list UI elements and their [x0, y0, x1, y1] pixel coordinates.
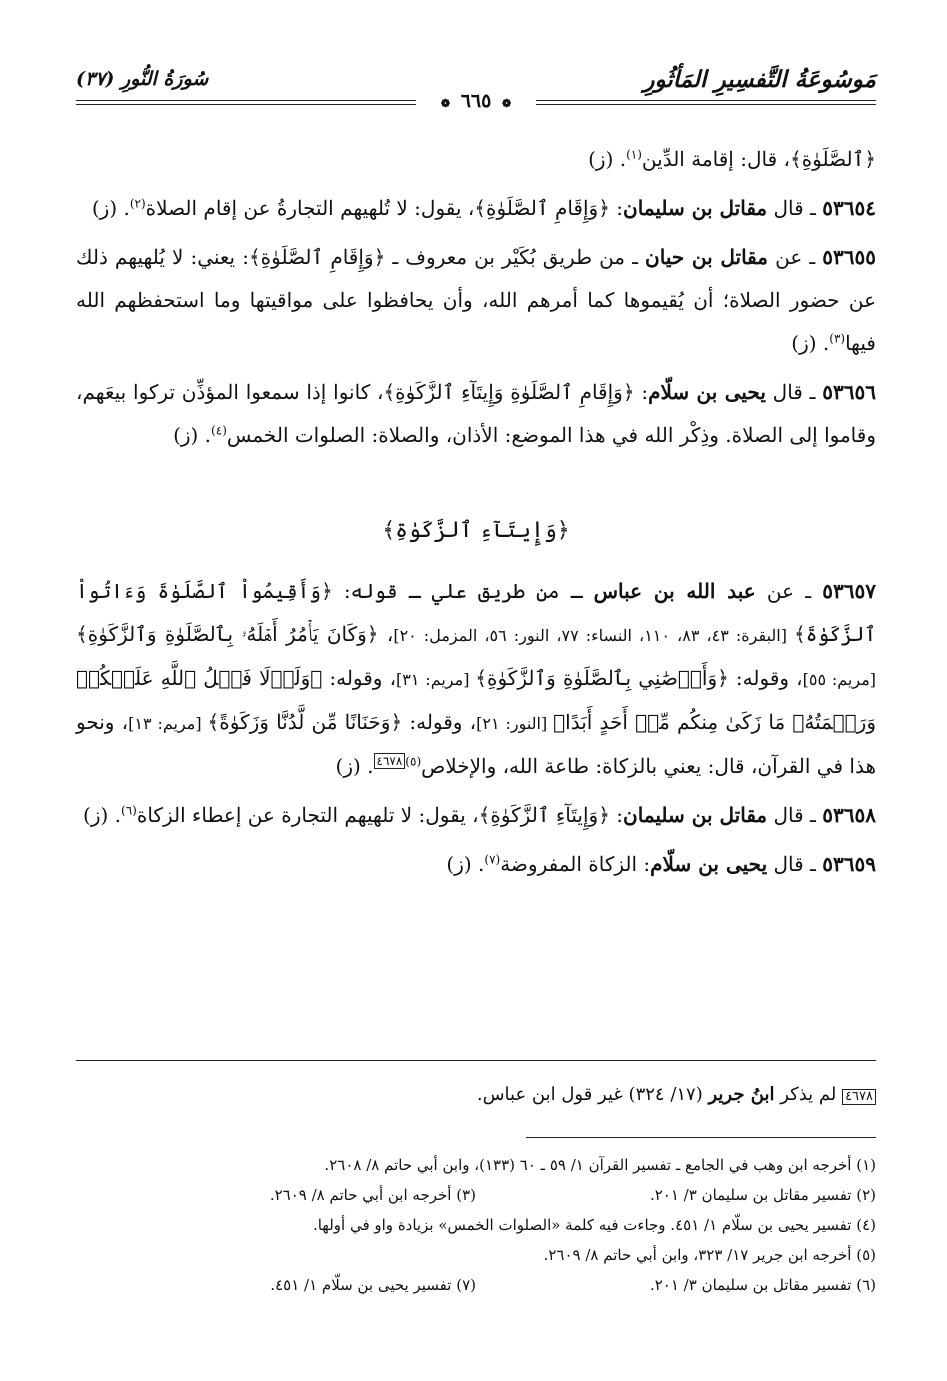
- paragraph-text: :: [609, 803, 624, 827]
- quran-quote: ﴿ٱلصَّلَوٰةِ﴾: [789, 147, 876, 171]
- quran-quote: ﴿وَحَنَانًا مِّن لَّدُنَّا وَزَكَوٰةً﴾: [207, 710, 403, 734]
- footnotes: [76, 1150, 876, 1300]
- editor-note-ref[interactable]: ٤٦٧٨: [374, 753, 406, 769]
- narrator-name: مقاتل بن سليمان: [623, 803, 768, 827]
- paragraph-text: ، وقوله:: [402, 710, 477, 734]
- paragraph: [76, 570, 876, 788]
- paragraph-text: ـ قال: [765, 380, 823, 404]
- narrator-name: يحيى بن سلّام: [650, 852, 768, 876]
- footnote-ref[interactable]: (٤): [211, 423, 227, 438]
- paragraph-text: ـ من طريق علي ـ قوله:: [332, 579, 594, 603]
- quran-quote: ﴿وَلَوۡلَا فَضۡلُ ٱللَّهِ عَلَيۡكُمۡ وَرَحۡمَتُهُۥ مَا زَكَىٰ مِنكُم مِّنۡ أَحَدٍ أَبَدًا﴾: [76, 666, 876, 734]
- editor-note: [76, 1080, 876, 1110]
- footnote-ref[interactable]: (٧): [484, 852, 501, 867]
- quran-quote: ﴿وَإِقَامِ ٱلصَّلَوٰةِ﴾: [248, 245, 386, 269]
- paragraph-text: ،: [378, 622, 394, 646]
- footnote-row: [76, 1270, 876, 1300]
- narration-number: ٥٣٦٥٦: [822, 380, 876, 404]
- footnotes-divider: [526, 1137, 876, 1138]
- editor-note-text: لم يذكر: [774, 1084, 843, 1105]
- page-header: [76, 62, 876, 112]
- paragraph-text: ـ قال: [767, 803, 823, 827]
- footnote: (١) أخرجه ابن وهب في الجامع ـ تفسير القرآن ١/ ٥٩ ـ ٦٠ (١٣٣)، وابن أبي حاتم ٨/ ٢٦٠٨.: [324, 1156, 876, 1174]
- paragraph: [76, 187, 876, 230]
- paragraph-text: ، ونحو هذا في القرآن، قال: يعني بالزكاة: طاعة الله، والإخلاص: [76, 710, 876, 778]
- editor-note-text: (١٧/ ٣٢٤) غير قول ابن عباس.: [476, 1084, 709, 1105]
- paragraph-text: : يعني: لا يُلهيهم ذلك عن حضور الصلاة؛ أن يُقيموها كما أمرهم الله، وأن يحافظوا على مواقيتها وما استحفظهم الله فيها: [76, 245, 876, 355]
- paragraph-text: : الزكاة المفروضة: [500, 852, 651, 876]
- paragraph-text: ـ من طريق بُكَيْر بن معروف ـ: [385, 245, 646, 269]
- page-number-block: [416, 88, 536, 117]
- footnote: (٢) تفسير مقاتل بن سليمان ٣/ ٢٠١.: [649, 1186, 876, 1204]
- footnote-ref[interactable]: (٦): [121, 803, 137, 818]
- footnote-ref[interactable]: (٣): [829, 331, 846, 346]
- footnote: (٧) تفسير يحيى بن سلّام ١/ ٤٥١.: [270, 1276, 476, 1294]
- source-mark: . (ز): [335, 754, 374, 778]
- paragraph-text: ، يقول: لا تُلهيهم التجارةُ عن إقام الصلاة: [145, 196, 475, 220]
- section-heading: ﴿وَإِيتَآءِ ٱلزَّكَوٰةِ﴾: [382, 518, 570, 543]
- main-text: [76, 138, 876, 892]
- paragraph-text: ، قال: إقامة الدِّين: [641, 147, 790, 171]
- paragraph-text: ـ قال: [767, 196, 823, 220]
- footnote-ref[interactable]: (٥): [405, 754, 422, 769]
- page-number: ٦٦٥: [460, 90, 492, 112]
- quran-quote: ﴿وَأَوۡصَٰنِي بِٱلصَّلَوٰةِ وَٱلزَّكَوٰةِ﴾: [475, 666, 729, 690]
- paragraph: [76, 236, 876, 365]
- verse-reference: [النور: ٢١]: [476, 714, 554, 733]
- source-mark: . (ز): [791, 331, 830, 355]
- editor-note-number: ٤٦٧٨: [842, 1089, 876, 1105]
- source-mark: . (ز): [588, 147, 627, 171]
- paragraph-text: ، كانوا إذا سمعوا المؤذِّن تركوا بيعَهم، وقاموا إلى الصلاة. وذِكْر الله في هذا الموضع: الأذان، والصلاة: الصلوات الخمس: [76, 380, 876, 447]
- paragraph-text: ـ عن: [768, 245, 823, 269]
- source-mark: . (ز): [91, 196, 130, 220]
- quran-quote: ﴿وَإِيتَآءِ ٱلزَّكَوٰةِ﴾: [478, 803, 610, 827]
- footnote: (٦) تفسير مقاتل بن سليمان ٣/ ٢٠١.: [649, 1276, 876, 1294]
- paragraph-text: :: [634, 380, 649, 404]
- source-mark: . (ز): [83, 803, 122, 827]
- footnote-row: [76, 1180, 876, 1210]
- editor-note-name: ابنُ جرير: [708, 1084, 775, 1105]
- narrator-name: عبد الله بن عباس: [593, 579, 756, 603]
- verse-reference: [مريم: ١٣]: [128, 714, 208, 733]
- paragraph-text: ـ قال: [767, 852, 823, 876]
- narrator-name: مقاتل بن سليمان: [623, 196, 768, 220]
- verse-reference: [مريم: ٥٥]: [802, 670, 877, 689]
- ornament-icon: ❁: [501, 97, 512, 110]
- paragraph-text: ، وقوله:: [322, 666, 397, 690]
- footnote-ref[interactable]: (٢): [129, 196, 146, 211]
- source-mark: . (ز): [173, 423, 212, 447]
- narrator-name: مقاتل بن حيان: [645, 245, 769, 269]
- narration-number: ٥٣٦٥٤: [822, 196, 876, 220]
- narration-number: ٥٣٦٥٨: [822, 803, 876, 827]
- footnote-ref[interactable]: (١): [626, 147, 642, 162]
- paragraph-text: :: [609, 196, 624, 220]
- paragraph: [76, 371, 876, 457]
- footnote: (٥) أخرجه ابن جرير ١٧/ ٣٢٣، وابن أبي حاتم ٨/ ٢٦٠٩.: [543, 1246, 876, 1264]
- footnote: (٤) تفسير يحيى بن سلّام ١/ ٤٥١. وجاءت فيه كلمة «الصلوات الخمس» بزيادة واو في أولها.: [312, 1216, 876, 1234]
- paragraph: [76, 794, 876, 837]
- narration-number: ٥٣٦٥٩: [822, 852, 876, 876]
- paragraph-text: ، وقوله:: [728, 666, 803, 690]
- footnote: (٣) أخرجه ابن أبي حاتم ٨/ ٢٦٠٩.: [269, 1186, 476, 1204]
- ornament-icon: ❁: [440, 97, 451, 110]
- quran-quote: ﴿وَكَانَ يَأۡمُرُ أَهۡلَهُۥ بِٱلصَّلَوٰةِ وَٱلزَّكَوٰةِ﴾: [76, 622, 379, 646]
- paragraph: [76, 138, 876, 181]
- narrator-name: يحيى بن سلّام: [648, 380, 766, 404]
- narration-number: ٥٣٦٥٥: [822, 245, 876, 269]
- book-title: مَوسُوعَةُ التَّفسِيرِ المَأثُورِ: [643, 66, 876, 93]
- paragraph: [76, 843, 876, 886]
- quran-quote: ﴿وَإِقَامِ ٱلصَّلَوٰةِ﴾: [474, 196, 610, 220]
- source-mark: . (ز): [446, 852, 485, 876]
- verse-reference: [البقرة: ٤٣، ٨٣، ١١٠، النساء: ٧٧، النور: ٥٦، المزمل: ٢٠]: [393, 626, 795, 645]
- verse-reference: [مريم: ٣١]: [396, 670, 476, 689]
- quran-quote: ﴿وَأَقِيمُواْ ٱلصَّلَوٰةَ وَءَاتُواْ ٱلزَّكَوٰةَ﴾: [76, 579, 877, 646]
- surah-title: سُورَةُ النُّورِ (٣٧): [76, 68, 209, 90]
- editor-note-divider: [76, 1060, 876, 1061]
- paragraph-text: ، يقول: لا تلهيهم التجارة عن إعطاء الزكاة: [136, 803, 479, 827]
- quran-quote: ﴿وَإِقَامِ ٱلصَّلَوٰةِ وَإِيتَآءِ ٱلزَّكَوٰةِ﴾: [383, 380, 635, 404]
- paragraph-text: ـ عن: [755, 579, 823, 603]
- narration-number: ٥٣٦٥٧: [822, 579, 876, 603]
